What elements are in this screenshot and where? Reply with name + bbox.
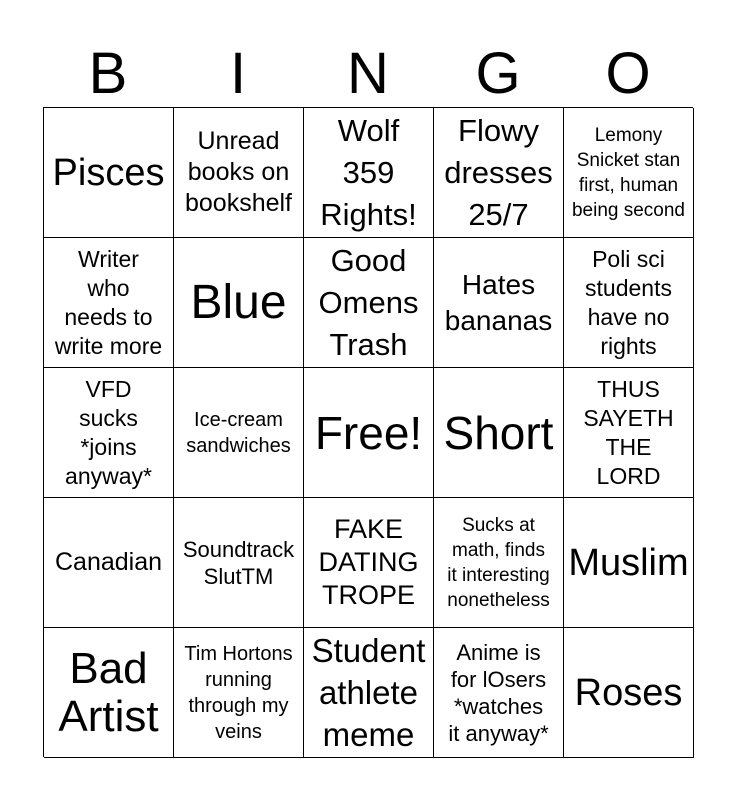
bingo-cell[interactable] xyxy=(174,498,304,628)
bingo-cell[interactable] xyxy=(564,108,694,238)
bingo-cell[interactable] xyxy=(564,628,694,758)
header-letter-n: N xyxy=(347,41,389,106)
cell-text: FAKE DATING TROPE xyxy=(318,514,419,610)
bingo-cell[interactable] xyxy=(174,628,304,758)
cell-text: Lemony Snicket stan first, human being second xyxy=(571,124,686,221)
bingo-cell[interactable] xyxy=(434,238,564,368)
cell-text: Soundtrack SlutTM xyxy=(182,536,295,589)
cell-text: Good Omens Trash xyxy=(318,242,419,362)
cell-text: Bad Artist xyxy=(58,643,159,741)
header-letter-o: O xyxy=(605,41,651,106)
header-letter-b: B xyxy=(88,41,128,106)
bingo-cell[interactable] xyxy=(304,498,434,628)
cell-text: Anime is for lOsers *watches it anyway* xyxy=(448,639,549,746)
cell-text: Tim Hortons running through my veins xyxy=(184,642,293,743)
bingo-cell[interactable] xyxy=(44,368,174,498)
cell-text: Blue xyxy=(190,275,287,329)
bingo-header xyxy=(43,42,693,106)
cell-text: Unread books on bookshelf xyxy=(184,127,293,217)
bingo-cell[interactable] xyxy=(434,368,564,498)
cell-text: VFD sucks *joins anyway* xyxy=(65,375,152,489)
bingo-cell[interactable] xyxy=(564,238,694,368)
cell-text: Short xyxy=(443,406,554,459)
bingo-cell[interactable] xyxy=(174,108,304,238)
bingo-cell[interactable] xyxy=(304,628,434,758)
cell-text: Writer who needs to write more xyxy=(54,245,163,359)
cell-text: Ice-cream sandwiches xyxy=(186,408,291,457)
bingo-cell[interactable] xyxy=(174,368,304,498)
cell-text: Wolf 359 Rights! xyxy=(320,112,417,232)
bingo-cell[interactable] xyxy=(564,368,694,498)
bingo-cell[interactable] xyxy=(44,238,174,368)
cell-text: Sucks at math, finds it interesting nonetheless xyxy=(447,514,550,611)
bingo-cell[interactable] xyxy=(434,628,564,758)
bingo-cell[interactable] xyxy=(434,108,564,238)
cell-text: Poli sci students have no rights xyxy=(585,245,672,359)
header-letter-g: G xyxy=(475,41,521,106)
cell-text: Hates bananas xyxy=(444,268,553,336)
bingo-cell[interactable] xyxy=(44,628,174,758)
bingo-cell[interactable] xyxy=(304,238,434,368)
cell-text: Free! xyxy=(314,406,423,459)
bingo-cell[interactable] xyxy=(434,498,564,628)
cell-text: THUS SAYETH THE LORD xyxy=(583,375,674,489)
bingo-grid xyxy=(43,107,693,757)
bingo-cell[interactable] xyxy=(564,498,694,628)
cell-text: Canadian xyxy=(54,548,163,576)
bingo-cell[interactable] xyxy=(174,238,304,368)
header-letter-i: I xyxy=(229,41,247,106)
cell-text: Muslim xyxy=(568,541,689,584)
bingo-cell[interactable] xyxy=(304,108,434,238)
cell-text: Pisces xyxy=(52,151,165,194)
cell-text: Flowy dresses 25/7 xyxy=(444,112,553,232)
bingo-cell[interactable] xyxy=(304,368,434,498)
bingo-cell[interactable] xyxy=(44,108,174,238)
cell-text: Student athlete meme xyxy=(311,631,426,753)
bingo-cell[interactable] xyxy=(44,498,174,628)
cell-text: Roses xyxy=(574,671,683,714)
